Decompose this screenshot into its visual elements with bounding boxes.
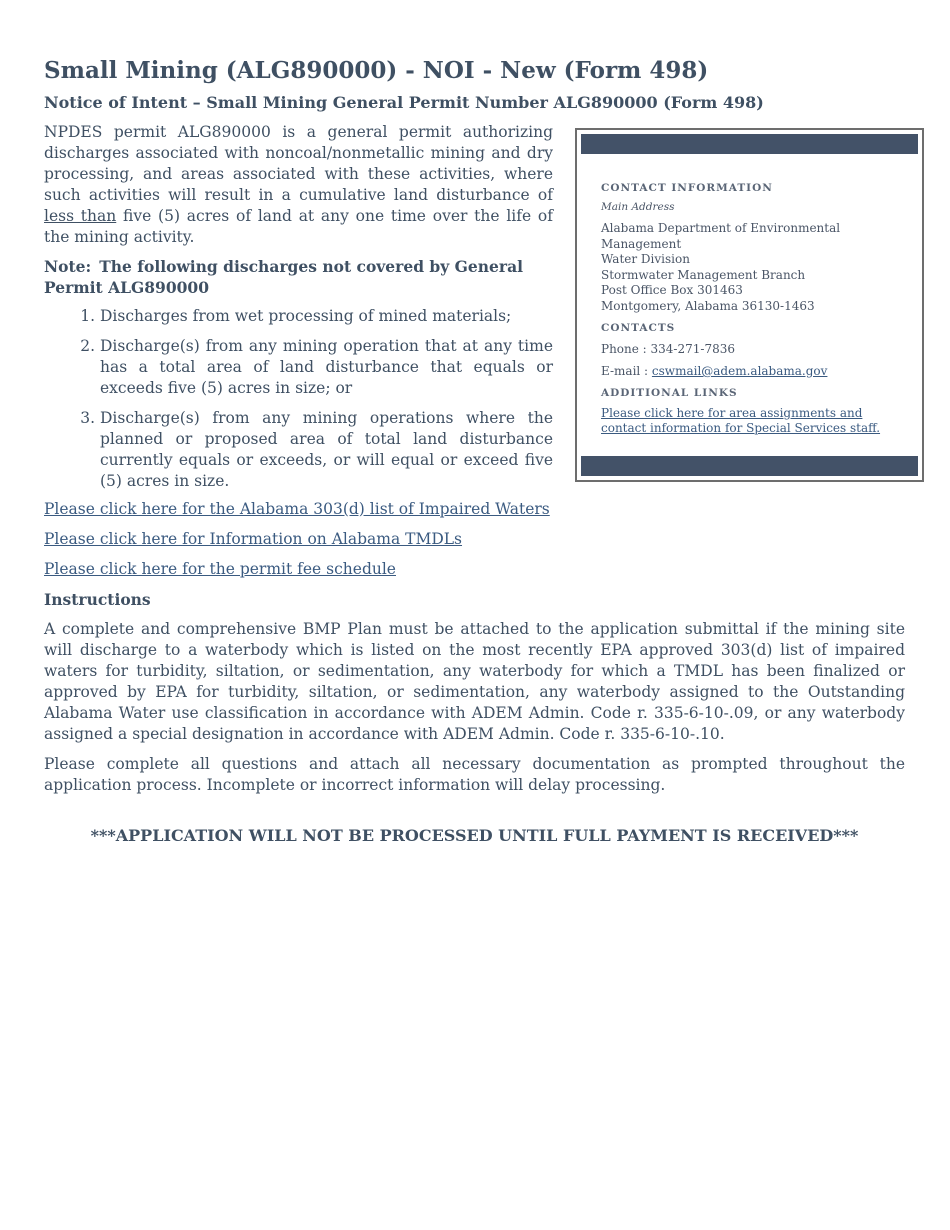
instructions-paragraph-2: Please complete all questions and attach all necessary documentation as prompted throughout the application process. Incomplete or incorrect information will delay processing.: [44, 755, 905, 794]
note-paragraph: [44, 256, 553, 298]
page-title: Small Mining (ALG890000) - NOI - New (Form 498): [44, 57, 709, 84]
spacer: [601, 314, 898, 322]
address-line: Post Office Box 301463: [601, 283, 743, 297]
sidebar-top-bar: [581, 134, 918, 154]
content-row: [44, 122, 924, 501]
instructions-paragraph-1: A complete and comprehensive BMP Plan must be attached to the application submittal if the mining site will discharge to a waterbody which is listed on the most recently EPA approved 303(d) list of impaired waters for turbidity, siltation, or sedimentation, any waterbody for which a TMDL has been finalized or approved by EPA for turbidity, siltation, or sedimentation, any waterbody assigned to the Outstanding Alabama Water use classification in accordance with ADEM Admin. Code r. 335-6-10-.09, or any waterbody assigned a special designation in accordance with ADEM Admin. Code r. 335-6-10-.10.: [44, 620, 905, 743]
list-item: 3. Discharge(s) from any mining operations where the planned or proposed area of total land disturbance currently equals or exceeds, or will equal or exceed five (5) acres in size.: [100, 408, 553, 492]
special-services-link[interactable]: Please click here for area assignments and contact information for Special Services staff.: [601, 406, 881, 435]
additional-links-heading: ADDITIONAL LINKS: [601, 387, 738, 399]
tmdl-info-link[interactable]: Please click here for Information on Alabama TMDLs: [44, 530, 463, 548]
link-row: [44, 529, 924, 550]
email-link[interactable]: cswmail@adem.alabama.gov: [651, 364, 828, 378]
links-section: [44, 499, 924, 580]
intro-text-after: five (5) acres of land at any one time over the life of the mining activity.: [44, 207, 553, 246]
main-address-label: Main Address: [601, 201, 675, 213]
note-label: Note:: [44, 257, 92, 276]
page-subtitle: Notice of Intent – Small Mining General Permit Number ALG890000 (Form 498): [44, 93, 764, 112]
address-line: Stormwater Management Branch: [601, 267, 806, 282]
main-column: [44, 122, 553, 501]
address-line: Alabama Department of Environmental Management: [601, 221, 841, 251]
email-line: [601, 363, 898, 379]
impaired-waters-link[interactable]: Please click here for the Alabama 303(d) list of Impaired Waters: [44, 500, 550, 518]
list-item: 1. Discharges from wet processing of mined materials;: [100, 306, 553, 327]
contact-sidebar: [575, 128, 924, 482]
address-line: Montgomery, Alabama 36130-1463: [601, 298, 815, 313]
contact-information-heading: CONTACT INFORMATION: [601, 182, 773, 194]
exclusions-list: [44, 306, 553, 492]
link-row: [44, 559, 924, 580]
link-row: [44, 499, 924, 520]
email-label: E-mail :: [601, 364, 652, 378]
contacts-heading: CONTACTS: [601, 322, 676, 334]
intro-text-before: NPDES permit ALG890000 is a general permit authorizing discharges associated with noncoal/nonmetallic mining and dry processing, and areas associated with these activities, where such activities will result in a cumulative land disturbance of: [44, 123, 553, 204]
sidebar-body: [581, 154, 918, 456]
address-block: [601, 221, 898, 314]
fee-schedule-link[interactable]: Please click here for the permit fee schedule: [44, 560, 396, 578]
sidebar-link-paragraph: [601, 406, 898, 436]
intro-emphasis: less than: [44, 207, 117, 225]
intro-paragraph: [44, 122, 553, 248]
payment-banner: ***APPLICATION WILL NOT BE PROCESSED UNTIL FULL PAYMENT IS RECEIVED***: [90, 826, 859, 845]
sidebar-bottom-bar: [581, 456, 918, 476]
address-line: Water Division: [601, 252, 690, 266]
phone-number: Phone : 334-271-7836: [601, 342, 735, 356]
note-text: The following discharges not covered by General Permit ALG890000: [44, 257, 523, 297]
contact-box: [575, 128, 924, 482]
list-item: 2. Discharge(s) from any mining operation that at any time has a total area of land disturbance that equals or exceeds five (5) acres in size; or: [100, 336, 553, 399]
instructions-heading: Instructions: [44, 590, 151, 609]
document: [44, 56, 924, 845]
